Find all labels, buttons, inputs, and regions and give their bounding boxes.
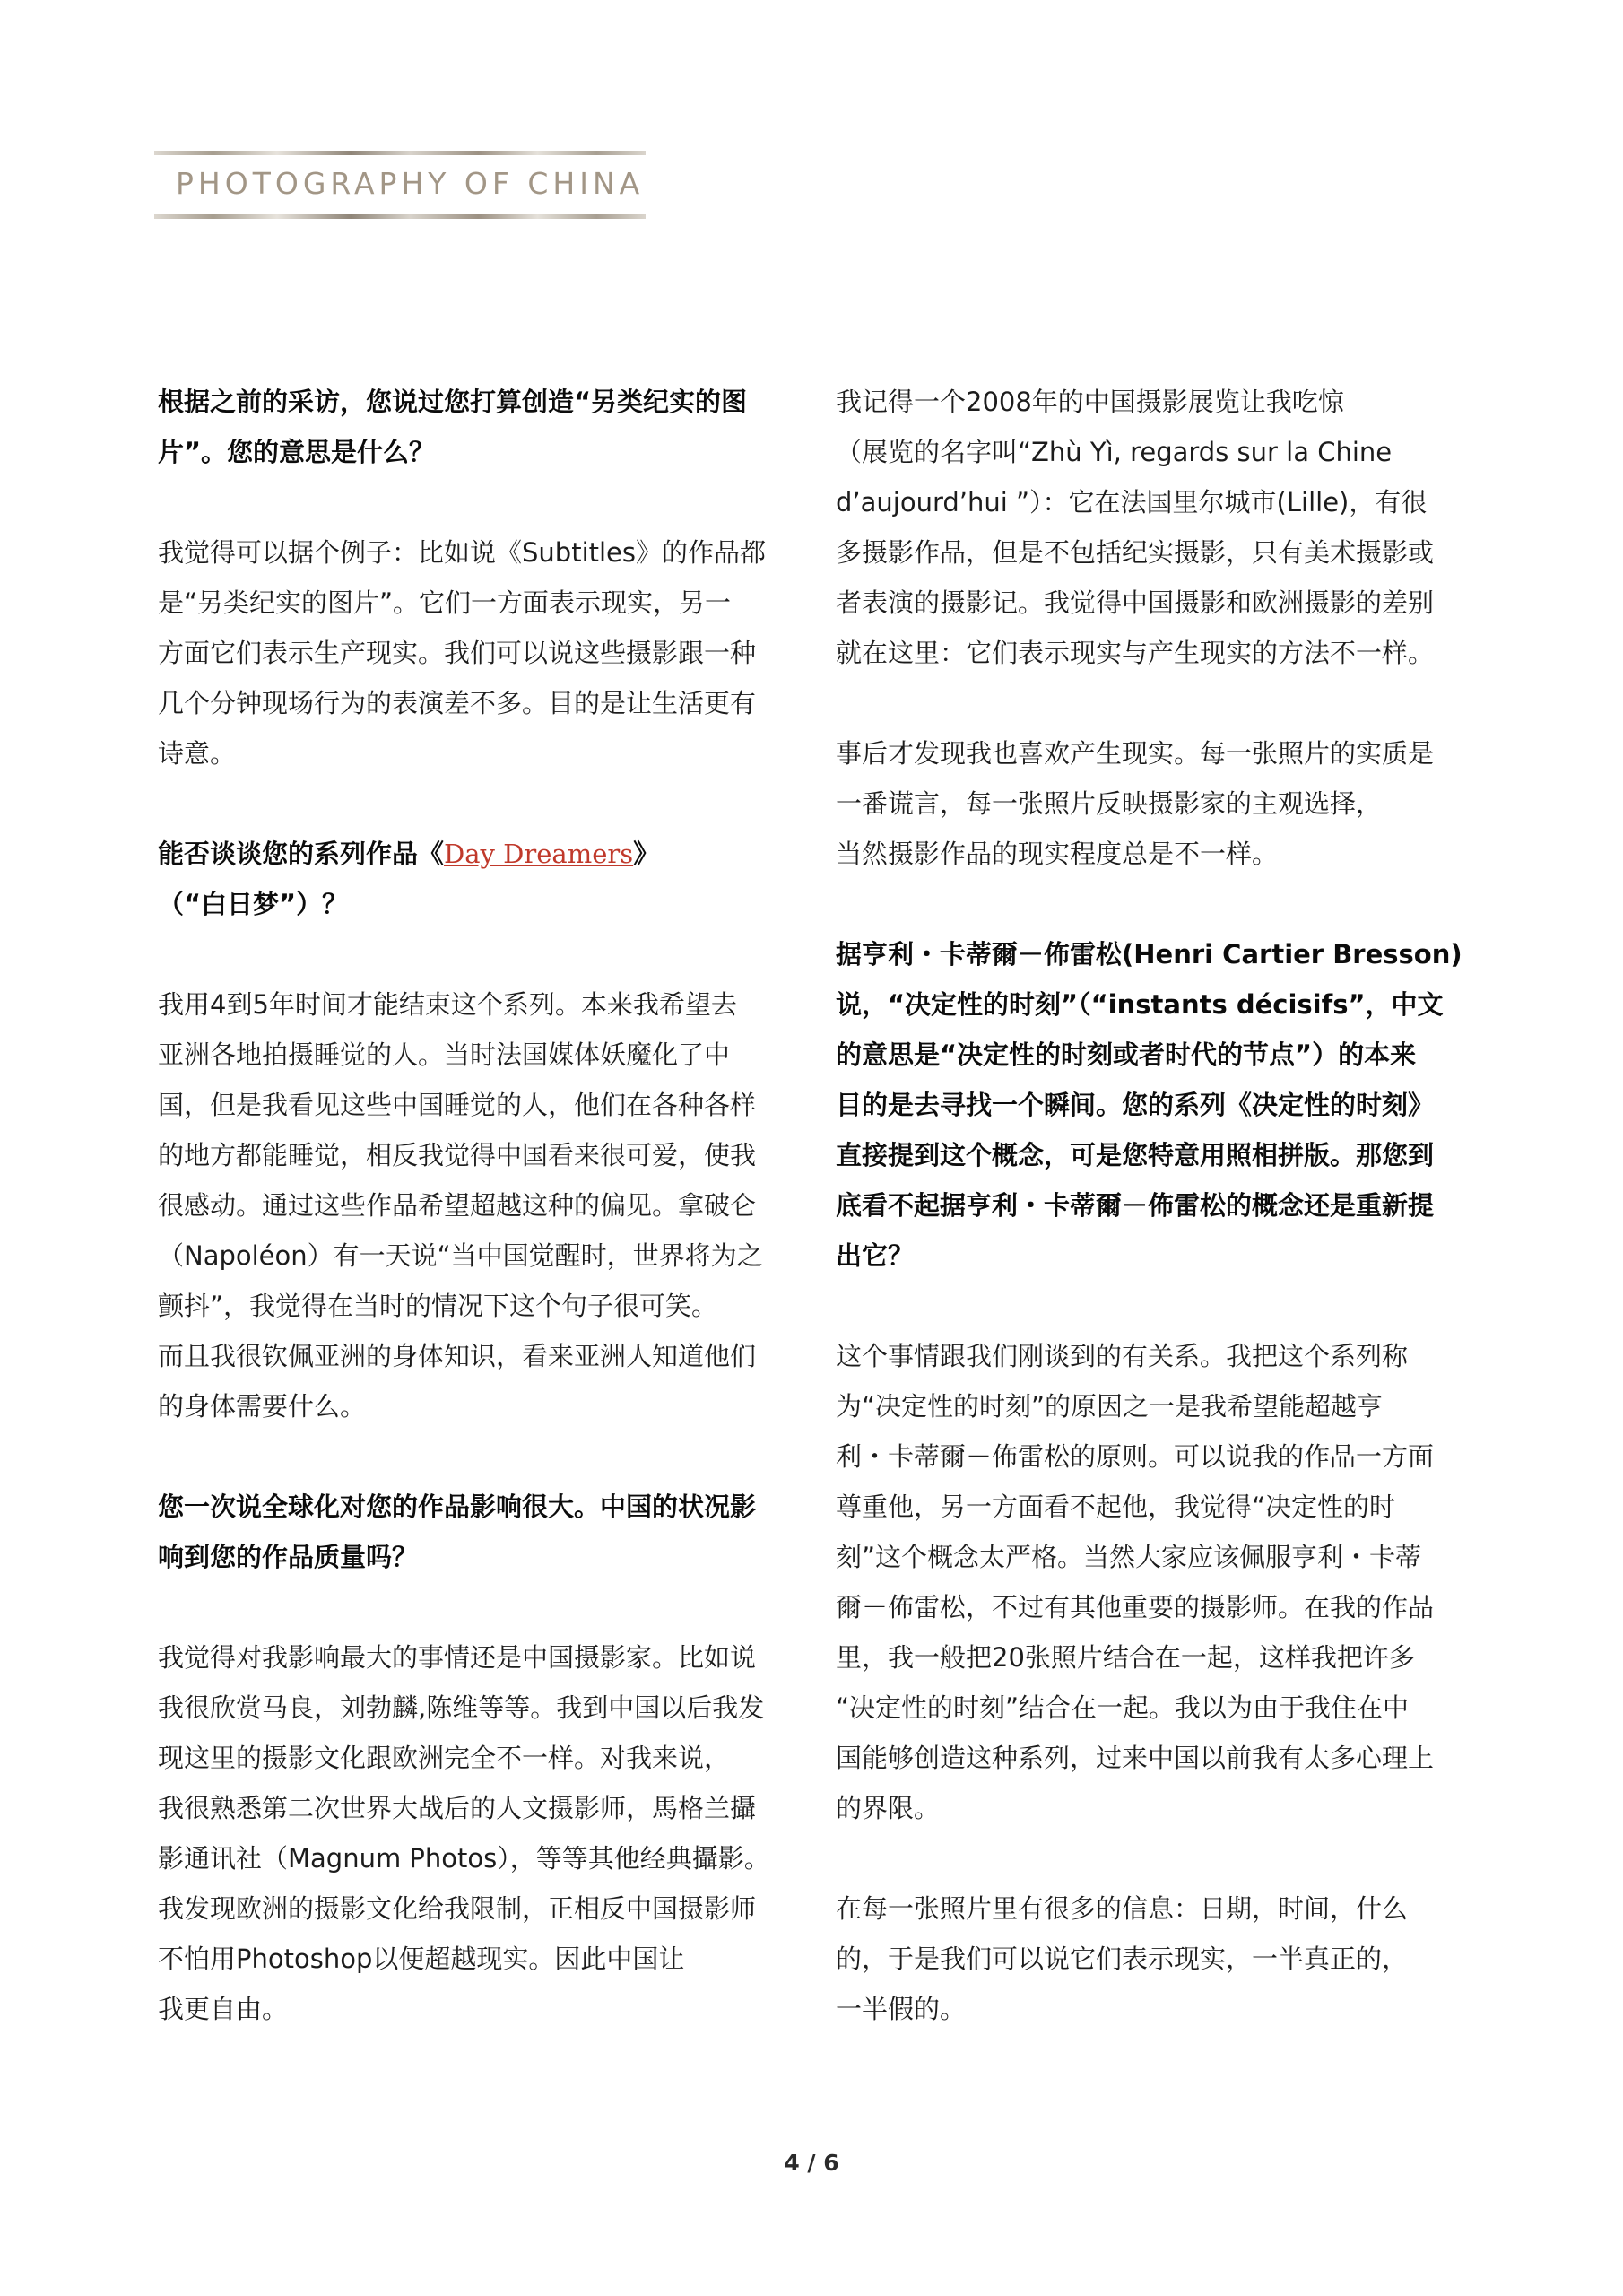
text-line: 我很熟悉第二次世界大战后的人文摄影师，馬格兰攝 [158, 1793, 757, 1823]
text-line: 亚洲各地拍摄睡觉的人。当时法国媒体妖魔化了中 [158, 1039, 731, 1070]
text-line: 底看不起据亨利・卡蒂爾－佈雷松的概念还是重新提 [836, 1190, 1435, 1221]
text-line: 很感动。通过这些作品希望超越这种的偏见。拿破仑 [158, 1190, 757, 1221]
text-line: 我用4到5年时间才能结束这个系列。本来我希望去 [158, 989, 737, 1020]
text-line: 是“另类纪实的图片”。它们一方面表示现实，另一 [158, 587, 732, 618]
question-day-dreamers-prefix: 能否谈谈您的系列作品《 [158, 839, 445, 869]
answer-subtitles-example [158, 527, 785, 778]
text-line: 我觉得对我影响最大的事情还是中国摄影家。比如说 [158, 1642, 757, 1673]
text-line: “决定性的时刻”结合在一起。我以为由于我住在中 [836, 1692, 1410, 1723]
text-line: 事后才发现我也喜欢产生现实。每一张照片的实质是 [836, 738, 1435, 769]
text-line: 颤抖”，我觉得在当时的情况下这个句子很可笑。 [158, 1291, 718, 1321]
page-number: 4 / 6 [784, 2150, 839, 2176]
photography-of-china-logo [154, 151, 646, 219]
text-line: 我觉得可以据个例子：比如说《Subtitles》的作品都 [158, 537, 767, 568]
text-line: 一半假的。 [836, 1994, 967, 2024]
text-line: （Napoléon）有一天说“当中国觉醒时，世界将为之 [158, 1240, 763, 1271]
text-line [158, 829, 785, 879]
text-line: 我更自由。 [158, 1994, 289, 2024]
text-line: 多摄影作品，但是不包括纪实摄影，只有美术摄影或 [836, 537, 1435, 568]
text-line: 在每一张照片里有很多的信息：日期，时间，什么 [836, 1893, 1409, 1924]
text-line: 据亨利・卡蒂爾－佈雷松(Henri Cartier Bresson) [836, 939, 1462, 970]
text-line: 当然摄影作品的现实程度总是不一样。 [836, 839, 1279, 869]
question-alternative-documentary [158, 377, 785, 477]
text-line: 片”。您的意思是什么？ [158, 437, 436, 467]
text-line: 说，“决定性的时刻”（“instants décisifs”，中文 [836, 989, 1444, 1020]
text-line: 爾－佈雷松，不过有其他重要的摄影师。在我的作品 [836, 1592, 1435, 1622]
text-line: 几个分钟现场行为的表演差不多。目的是让生活更有 [158, 688, 757, 718]
text-line: （展览的名字叫“Zhù Yì, regards sur la Chine [836, 437, 1393, 467]
text-line: 您一次说全球化对您的作品影响很大。中国的状况影 [158, 1492, 757, 1522]
text-line: d’aujourd’hui ”）：它在法国里尔城市(Lille)，有很 [836, 487, 1428, 517]
text-line: 方面它们表示生产现实。我们可以说这些摄影跟一种 [158, 638, 757, 668]
day-dreamers-link[interactable]: Day Dreamers [444, 839, 634, 869]
text-line: 的意思是“决定性的时刻或者时代的节点”）的本来 [836, 1039, 1417, 1070]
logo-wordmark: PHOTOGRAPHY OF CHINA [176, 166, 645, 201]
text-line: 就在这里：它们表示现实与产生现实的方法不一样。 [836, 638, 1435, 668]
answer-decisive-moment [836, 1331, 1463, 1833]
answer-producing-reality [836, 728, 1463, 879]
text-line: 出它？ [836, 1240, 915, 1271]
text-line: 我记得一个2008年的中国摄影展览让我吃惊 [836, 387, 1344, 417]
text-line: 为“决定性的时刻”的原因之一是我希望能超越亨 [836, 1391, 1384, 1422]
answer-2008-exhibition [836, 377, 1463, 678]
answer-chinese-photographers [158, 1632, 785, 2034]
text-line: （“白日梦”）？ [158, 889, 349, 919]
text-line: 而且我很钦佩亚洲的身体知识，看来亚洲人知道他们 [158, 1341, 757, 1371]
text-line: 的界限。 [836, 1793, 941, 1823]
text-line: 刻”这个概念太严格。当然大家应该佩服亨利・卡蒂 [836, 1542, 1422, 1572]
logo-top-rule [154, 151, 646, 155]
text-line: 诗意。 [158, 738, 237, 769]
text-line: 响到您的作品质量吗？ [158, 1542, 419, 1572]
text-line: 直接提到这个概念，可是您特意用照相拼版。那您到 [836, 1140, 1435, 1170]
text-line: 者表演的摄影记。我觉得中国摄影和欧洲摄影的差别 [836, 587, 1435, 618]
right-column [836, 377, 1463, 2084]
answer-day-dreamers [158, 979, 785, 1431]
text-line: 国，但是我看见这些中国睡觉的人，他们在各种各样 [158, 1090, 757, 1120]
text-line: 现这里的摄影文化跟欧洲完全不一样。对我来说， [158, 1743, 731, 1773]
text-line: 我发现欧洲的摄影文化给我限制，正相反中国摄影师 [158, 1893, 757, 1924]
text-line: 这个事情跟我们刚谈到的有关系。我把这个系列称 [836, 1341, 1409, 1371]
text-line: 利・卡蒂爾－佈雷松的原则。可以说我的作品一方面 [836, 1441, 1435, 1472]
text-line: 影通讯社（Magnum Photos），等等其他经典攝影。 [158, 1843, 770, 1874]
question-day-dreamers [158, 829, 785, 929]
question-globalization [158, 1482, 785, 1582]
text-line: 根据之前的采访，您说过您打算创造“另类纪实的图 [158, 387, 748, 417]
text-line: 目的是去寻找一个瞬间。您的系列《决定性的时刻》 [836, 1090, 1435, 1120]
text-line: 国能够创造这种系列，过来中国以前我有太多心理上 [836, 1743, 1435, 1773]
question-decisive-moment [836, 929, 1463, 1281]
text-line: 的身体需要什么。 [158, 1391, 367, 1422]
text-line: 尊重他，另一方面看不起他，我觉得“决定性的时 [836, 1492, 1396, 1522]
logo-bottom-rule [154, 214, 646, 219]
text-line: 我很欣赏马良，刘勃麟,陈维等等。我到中国以后我发 [158, 1692, 765, 1723]
left-column [158, 377, 785, 2084]
text-line: 的，于是我们可以说它们表示现实，一半真正的， [836, 1944, 1409, 1974]
text-line: 一番谎言，每一张照片反映摄影家的主观选择， [836, 788, 1383, 819]
text-line: 的地方都能睡觉，相反我觉得中国看来很可爱，使我 [158, 1140, 757, 1170]
text-line: 里，我一般把20张照片结合在一起，这样我把许多 [836, 1642, 1415, 1673]
text-line: 不怕用Photoshop以便超越现实。因此中国让 [158, 1944, 685, 1974]
answer-photo-information [836, 1883, 1463, 2034]
question-day-dreamers-suffix: 》 [633, 839, 660, 869]
